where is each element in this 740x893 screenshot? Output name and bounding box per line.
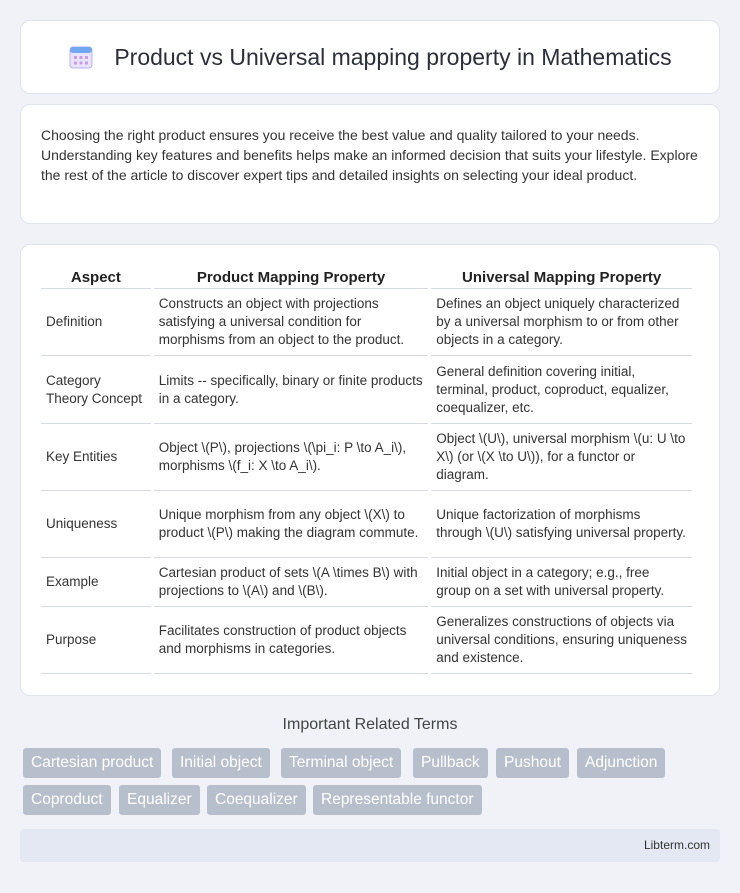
tag-pullback[interactable]: Pullback <box>413 748 488 778</box>
header-aspect: Aspect <box>41 263 151 289</box>
table-row <box>41 356 692 424</box>
cell-aspect: Definition <box>41 289 151 356</box>
table-row <box>41 424 692 491</box>
table-row <box>41 491 692 558</box>
comparison-table-card <box>20 244 720 696</box>
header-card <box>20 20 720 94</box>
table-row <box>41 558 692 607</box>
tag-pushout[interactable]: Pushout <box>496 748 569 778</box>
cell-aspect: Example <box>41 558 151 607</box>
tag-terminal-object[interactable]: Terminal object <box>281 748 401 778</box>
cell-universal: Initial object in a category; e.g., free group on a set with universal property. <box>431 558 692 607</box>
header-universal: Universal Mapping Property <box>431 263 692 289</box>
cell-aspect: Uniqueness <box>41 491 151 558</box>
cell-aspect: Category Theory Concept <box>41 356 151 424</box>
tag-coequalizer[interactable]: Coequalizer <box>207 785 306 815</box>
cell-universal: Unique factorization of morphisms through \(U\) satisfying universal property. <box>431 491 692 558</box>
cell-product: Object \(P\), projections \(\pi_i: P \to A_i\), morphisms \(f_i: X \to A_i\). <box>154 424 429 491</box>
tag-adjunction[interactable]: Adjunction <box>577 748 665 778</box>
cell-universal: Defines an object uniquely characterized by a universal morphism to or from other objects in a category. <box>431 289 692 356</box>
cell-aspect: Purpose <box>41 607 151 674</box>
footer <box>20 829 720 862</box>
tag-equalizer[interactable]: Equalizer <box>119 785 200 815</box>
comparison-table <box>38 263 695 674</box>
cell-universal: Generalizes constructions of objects via universal conditions, ensuring uniqueness and existence. <box>431 607 692 674</box>
cell-product: Cartesian product of sets \(A \times B\) with projections to \(A\) and \(B\). <box>154 558 429 607</box>
cell-product: Limits -- specifically, binary or finite products in a category. <box>154 356 429 424</box>
cell-aspect: Key Entities <box>41 424 151 491</box>
cell-product: Constructs an object with projections satisfying a universal condition for morphisms from an object to the product. <box>154 289 429 356</box>
tag-cartesian-product[interactable]: Cartesian product <box>23 748 161 778</box>
tag-representable-functor[interactable]: Representable functor <box>313 785 482 815</box>
cell-product: Facilitates construction of product objects and morphisms in categories. <box>154 607 429 674</box>
cell-product: Unique morphism from any object \(X\) to product \(P\) making the diagram commute. <box>154 491 429 558</box>
cell-universal: General definition covering initial, terminal, product, coproduct, equalizer, coequalizer, etc. <box>431 356 692 424</box>
intro-card <box>20 104 720 224</box>
tag-coproduct[interactable]: Coproduct <box>23 785 111 815</box>
page-title: Product vs Universal mapping property in Mathematics <box>114 43 672 70</box>
table-row <box>41 289 692 356</box>
table-row <box>41 607 692 674</box>
header-product: Product Mapping Property <box>154 263 429 289</box>
cell-universal: Object \(U\), universal morphism \(u: U \to X\) (or \(X \to U\)), for a functor or diagram. <box>431 424 692 491</box>
tag-initial-object[interactable]: Initial object <box>172 748 270 778</box>
table-header-row <box>41 263 692 289</box>
intro-text: Choosing the right product ensures you receive the best value and quality tailored to your needs. Understanding key features and benefits helps make an informed decision that suits your lifestyle. Explore the rest of the article to discover expert tips and detailed insights on selecting your ideal product. <box>41 127 698 183</box>
related-terms-title: Important Related Terms <box>282 716 458 733</box>
calendar-grid-icon <box>68 44 94 70</box>
footer-site-link[interactable]: Libterm.com <box>643 838 710 852</box>
